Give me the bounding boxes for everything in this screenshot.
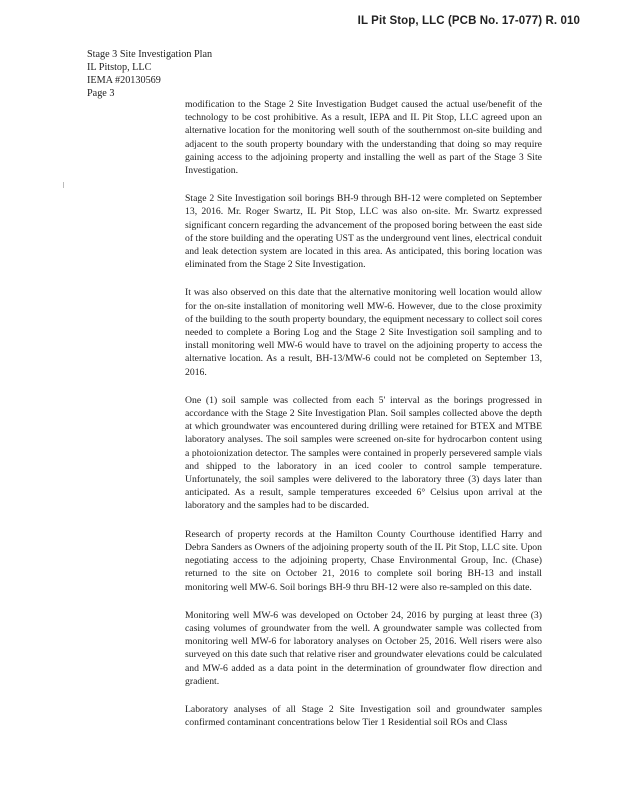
paragraph-property-records: Research of property records at the Hamilton County Courthouse identified Harry and Debra Sanders as Owners of the adjoining property south of the IL Pit Stop, LLC site. Upon negotiating access to the adjoining property, Chase Environmental Group, Inc. (Chase) returned to the site on October 21, 2016 to complete soil boring BH-13 and install monitoring well MW-6. Soil borings BH-9 thru BH-12 were also re-sampled on this date. (185, 528, 542, 593)
header-plan-title: Stage 3 Site Investigation Plan (87, 49, 213, 60)
paragraph-alternative-location: It was also observed on this date that the alternative monitoring well location would allow for the on-site installation of monitoring well MW-6. However, due to the close proximity of the building to the south property boundary, the equipment necessary to collect soil cores needed to complete a Boring Log and the Stage 2 Site Investigation soil sampling and to install monitoring well MW-6 would have to travel on the adjoining property to access the alternative location. As a result, BH-13/MW-6 could not be completed on September 13, 2016. (185, 287, 542, 378)
paragraph-soil-samples: One (1) soil sample was collected from each 5' interval as the borings progressed in accordance with the Stage 2 Site Investigation Plan. Soil samples collected above the depth at which groundwater was encountered during drilling were retained for BTEX and MTBE laboratory analyses. The soil samples were screened on-site for hydrocarbon content using a photoionization detector. The samples were contained in properly persevered sample vials and shipped to the laboratory in an iced cooler to control sample temperature. Unfortunately, the soil samples were delivered to the laboratory three (3) days later than anticipated. As a result, sample temperatures exceeded 6° Celsius upon arrival at the laboratory and the samples had to be discarded. (185, 394, 542, 512)
paragraph-budget-modification: modification to the Stage 2 Site Investigation Budget caused the actual use/benefit of the technology to be cost prohibitive. As a result, IEPA and IL Pit Stop, LLC agreed upon an alternative location for the monitoring well south of the southernmost on-site building and adjacent to the south property boundary with the understanding that doing so may require gaining access to the adjoining property and installing the well as part of the Stage 3 Site Investigation. (185, 99, 542, 177)
scan-mark (63, 182, 64, 188)
header-company: IL Pitstop, LLC (87, 62, 152, 73)
document-body (185, 98, 542, 729)
paragraph-well-development: Monitoring well MW-6 was developed on October 24, 2016 by purging at least three (3) casing volumes of groundwater from the well. A groundwater sample was collected from monitoring well MW-6 for laboratory analyses on October 25, 2016. Well risers were also surveyed on this date such that relative riser and groundwater elevations could be calculated and MW-6 added as a data point in the determination of groundwater flow direction and gradient. (185, 609, 542, 687)
document-header (87, 48, 212, 100)
paragraph-soil-borings: Stage 2 Site Investigation soil borings BH-9 through BH-12 were completed on September 13, 2016. Mr. Roger Swartz, IL Pit Stop, LLC was also on-site. Mr. Swartz expressed significant concern regarding the advancement of the proposed boring between the east side of the store building and the operating UST as the underground vent lines, electrical conduit and leak detection system are located in this area. As anticipated, this boring location was eliminated from the Stage 2 Site Investigation. (185, 193, 542, 271)
header-iema-number: IEMA #20130569 (87, 75, 161, 86)
header-page-number: Page 3 (87, 88, 115, 99)
paragraph-laboratory-analyses: Laboratory analyses of all Stage 2 Site Investigation soil and groundwater samples confirmed contaminant concentrations below Tier 1 Residential soil ROs and Class (185, 703, 542, 729)
document-stamp: IL Pit Stop, LLC (PCB No. 17-077) R. 010 (357, 15, 580, 27)
